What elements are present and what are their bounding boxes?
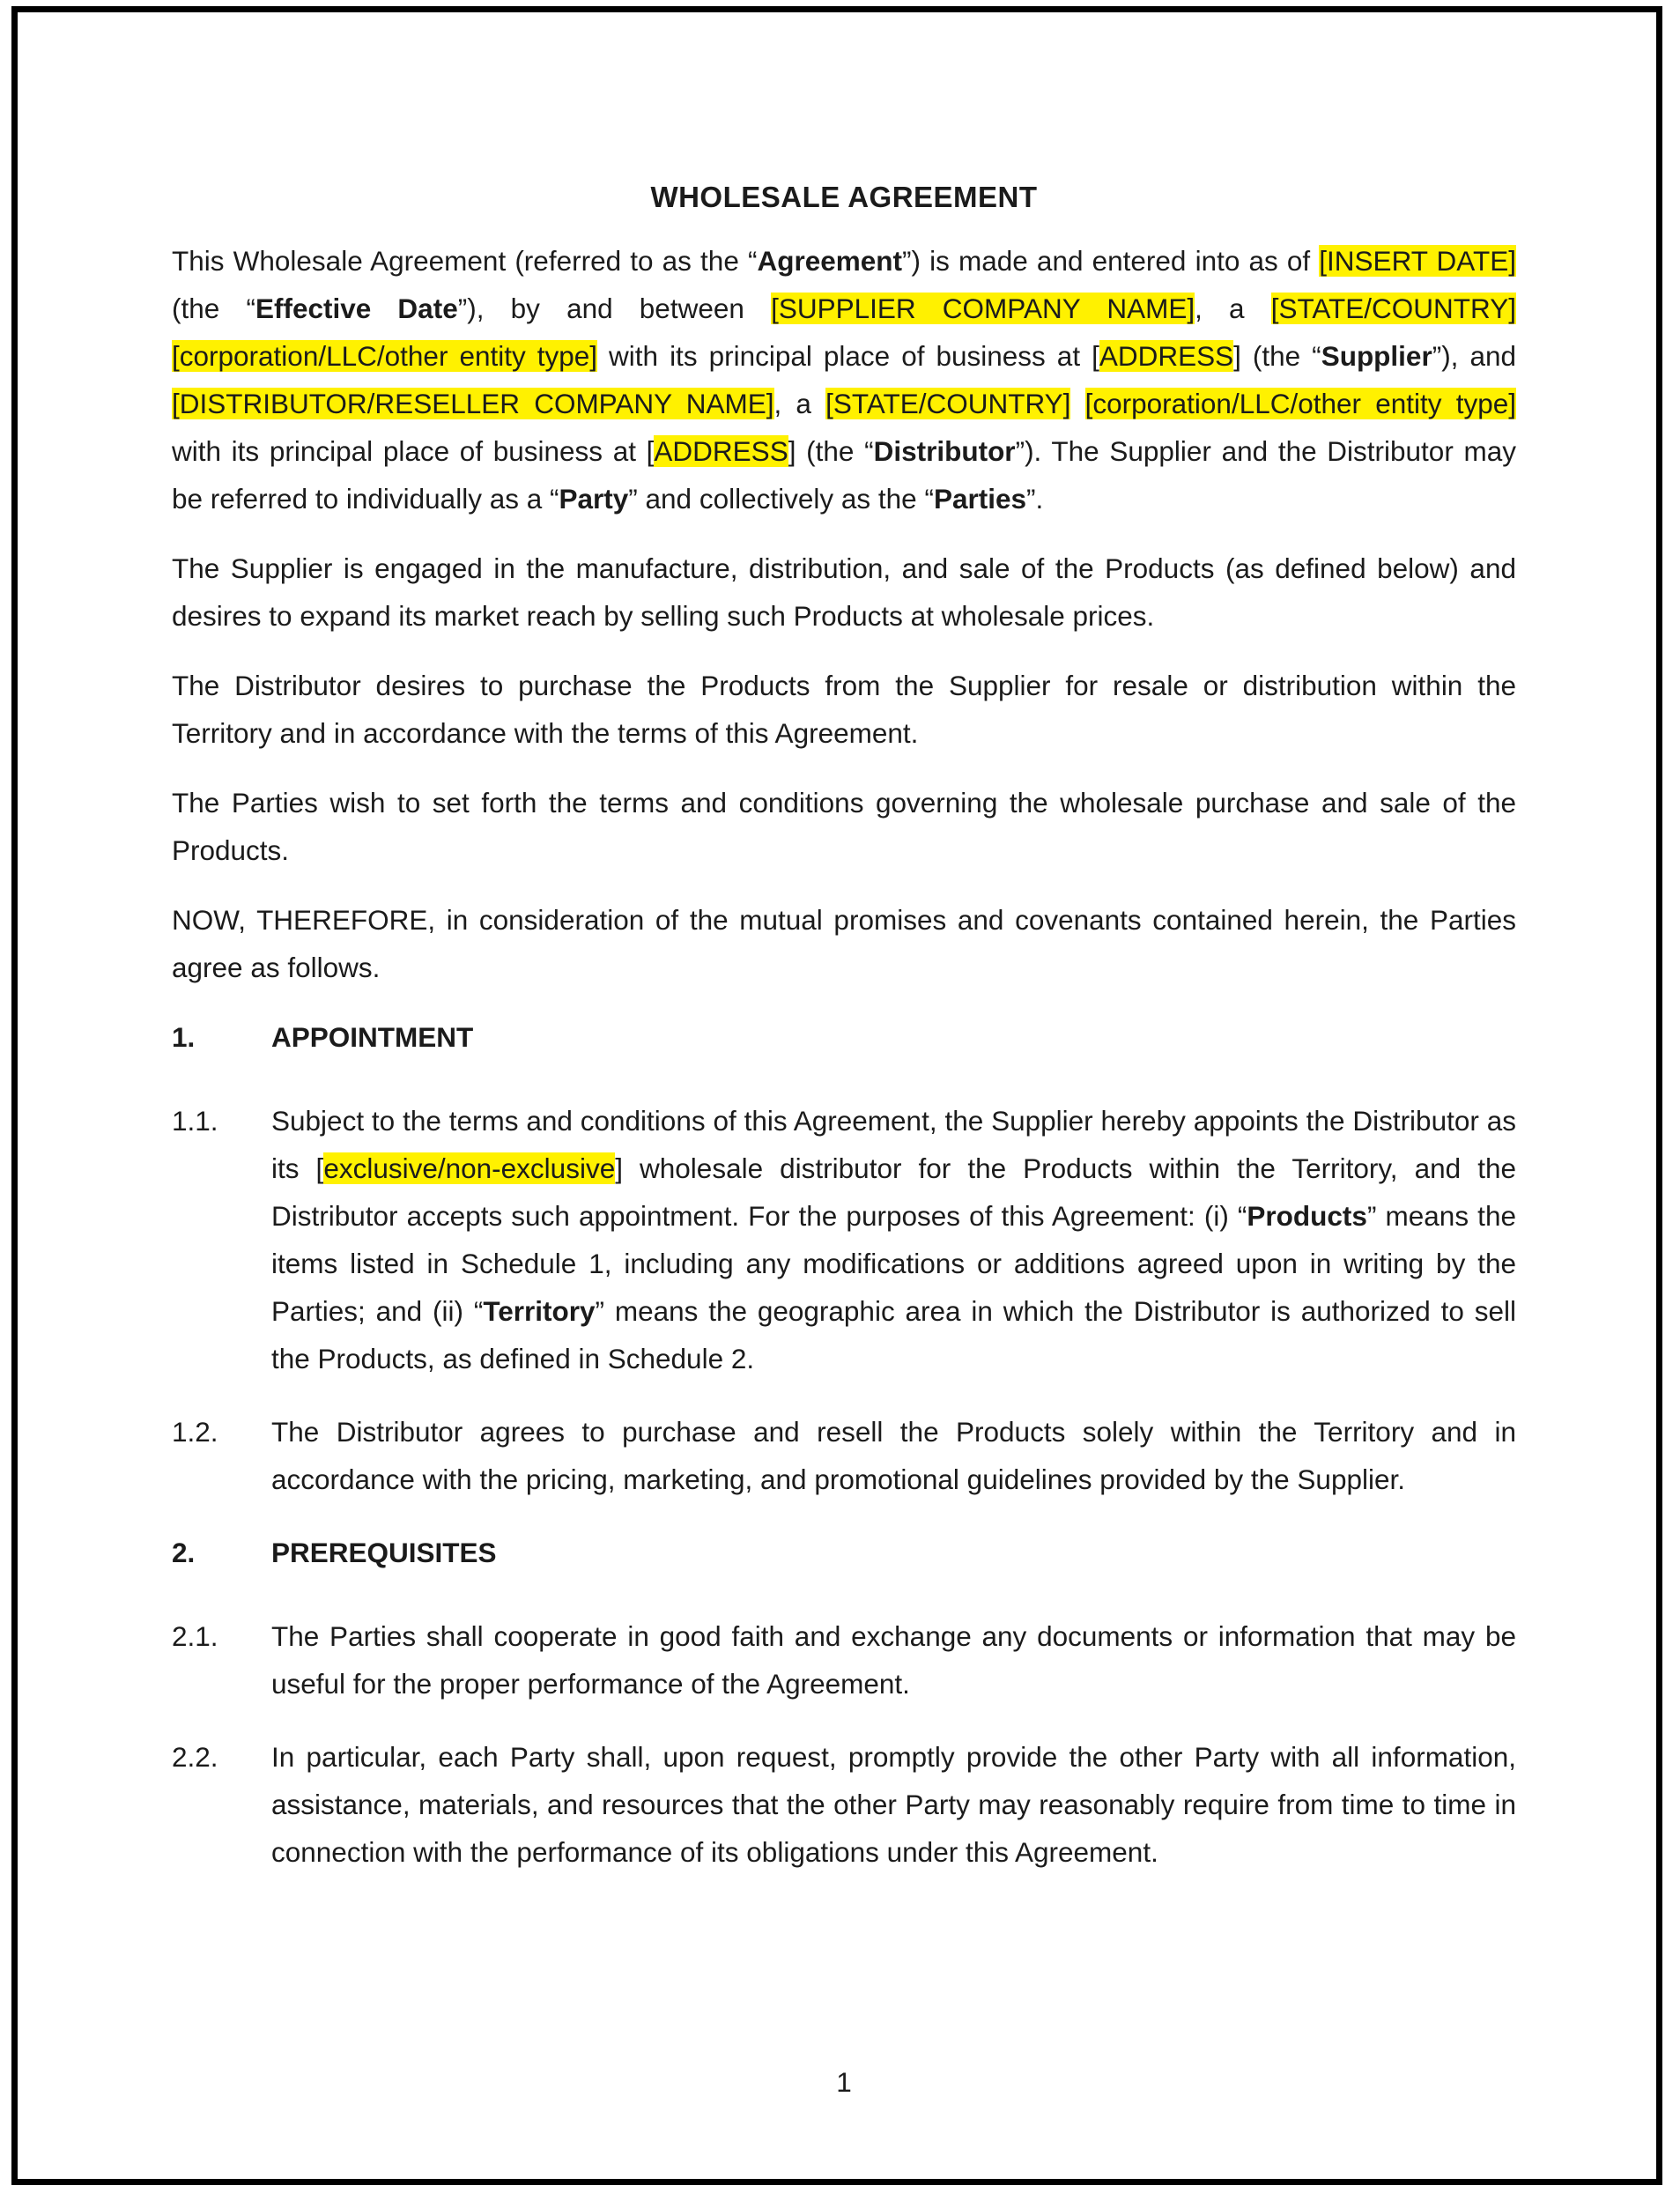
bold-text-run: Parties — [933, 483, 1027, 515]
highlighted-placeholder: [STATE/COUNTRY] — [825, 388, 1071, 419]
text-run: The Parties wish to set forth the terms and conditions governing the wholesale purchase and sale of the Products. — [172, 787, 1516, 866]
clause-number: 2. — [172, 1537, 196, 1568]
clause-number: 1.1. — [172, 1105, 218, 1137]
highlighted-placeholder: [corporation/LLC/other entity type] — [1084, 388, 1516, 419]
bold-text-run: Agreement — [757, 245, 902, 277]
text-run: ] (the “ — [788, 435, 874, 467]
highlighted-placeholder: [DISTRIBUTOR/RESELLER COMPANY NAME] — [172, 388, 774, 419]
text-run: with its principal place of business at [ — [172, 435, 655, 467]
text-run: , a — [1195, 293, 1271, 324]
clause-number: 1.2. — [172, 1416, 218, 1448]
numbered-clause — [172, 1097, 1516, 1382]
text-run: The Parties shall cooperate in good faith and exchange any documents or information that may be useful for the proper performance of the Agreement. — [271, 1620, 1516, 1700]
highlighted-placeholder: [corporation/LLC/other entity type] — [172, 340, 598, 372]
text-run: ] (the “ — [1233, 340, 1321, 372]
paragraph — [172, 896, 1516, 991]
highlighted-placeholder: ADDRESS — [1099, 340, 1234, 372]
text-run: ”) is made and entered into as of — [902, 245, 1320, 277]
text-run: (the “ — [172, 293, 255, 324]
text-run: with its principal place of business at [ — [597, 340, 1099, 372]
bold-text-run: Products — [1247, 1200, 1367, 1232]
text-run: ] wholesale distributor for the Products within the Territory, and the Distributor accepts such appointment. For the purposes of this Agreement: (i) “ — [271, 1152, 1516, 1232]
text-run: ”). The Supplier and the Distributor may be referred to individually as a “ — [172, 435, 1516, 515]
numbered-clause — [172, 1733, 1516, 1876]
paragraph-list — [172, 237, 1516, 1876]
paragraph — [172, 237, 1516, 522]
text-run: The Distributor desires to purchase the Products from the Supplier for resale or distribution within the Territory and in accordance with the terms of this Agreement. — [172, 670, 1516, 749]
page-number: 1 — [836, 2066, 852, 2098]
text-run: ” means the geographic area in which the Distributor is authorized to sell the Products, as defined in Schedule 2. — [271, 1295, 1516, 1374]
text-run: This Wholesale Agreement (referred to as the “ — [172, 245, 758, 277]
text-run: In particular, each Party shall, upon request, promptly provide the other Party with all information, assistance, materials, and resources that the other Party may reasonably require from time to time in connection with the performance of its obligations under this Agreement. — [271, 1741, 1516, 1868]
bold-text-run: Effective Date — [255, 293, 458, 324]
highlighted-placeholder: [SUPPLIER COMPANY NAME] — [771, 293, 1195, 324]
bold-text-run: Party — [559, 483, 629, 515]
text-run: APPOINTMENT — [271, 1021, 474, 1053]
bold-text-run: Distributor — [873, 435, 1016, 467]
section-heading — [172, 1529, 1516, 1576]
text-run: The Supplier is engaged in the manufacture, distribution, and sale of the Products (as defined below) and desires to expand its market reach by selling such Products at wholesale prices. — [172, 552, 1516, 632]
text-run: ” means the items listed in Schedule 1, including any modifications or additions agreed upon in writing by the Parties; and (ii) “ — [271, 1200, 1516, 1327]
clause-number: 2.2. — [172, 1741, 218, 1773]
text-run: PREREQUISITES — [271, 1537, 497, 1568]
highlighted-placeholder: exclusive/non-exclusive — [323, 1152, 616, 1184]
text-run: ” and collectively as the “ — [628, 483, 934, 515]
highlighted-placeholder: [STATE/COUNTRY] — [1270, 293, 1516, 324]
clause-number: 1. — [172, 1021, 196, 1053]
document-title: WHOLESALE AGREEMENT — [650, 181, 1038, 213]
numbered-clause — [172, 1408, 1516, 1503]
text-run: Subject to the terms and conditions of this Agreement, the Supplier hereby appoints the Distributor as its [ — [271, 1105, 1516, 1184]
paragraph — [172, 662, 1516, 757]
text-run: , a — [773, 388, 826, 419]
document-content — [172, 174, 1516, 1901]
text-run: ”. — [1026, 483, 1044, 515]
bold-text-run: Territory — [483, 1295, 596, 1327]
text-run: The Distributor agrees to purchase and resell the Products solely within the Territory and in accordance with the pricing, marketing, and promotional guidelines provided by the Supplier. — [271, 1416, 1516, 1495]
text-run: NOW, THEREFORE, in consideration of the mutual promises and covenants contained herein, the Parties agree as follows. — [172, 904, 1516, 983]
text-run: ”), and — [1432, 340, 1516, 372]
bold-text-run: Supplier — [1321, 340, 1432, 372]
highlighted-placeholder: [INSERT DATE] — [1319, 245, 1516, 277]
page-footer — [172, 2058, 1516, 2106]
clause-number: 2.1. — [172, 1620, 218, 1652]
paragraph — [172, 779, 1516, 874]
text-run: ”), by and between — [457, 293, 772, 324]
section-heading — [172, 1013, 1516, 1061]
highlighted-placeholder: ADDRESS — [654, 435, 788, 467]
paragraph — [172, 545, 1516, 640]
text-run — [1070, 388, 1084, 419]
numbered-clause — [172, 1612, 1516, 1708]
